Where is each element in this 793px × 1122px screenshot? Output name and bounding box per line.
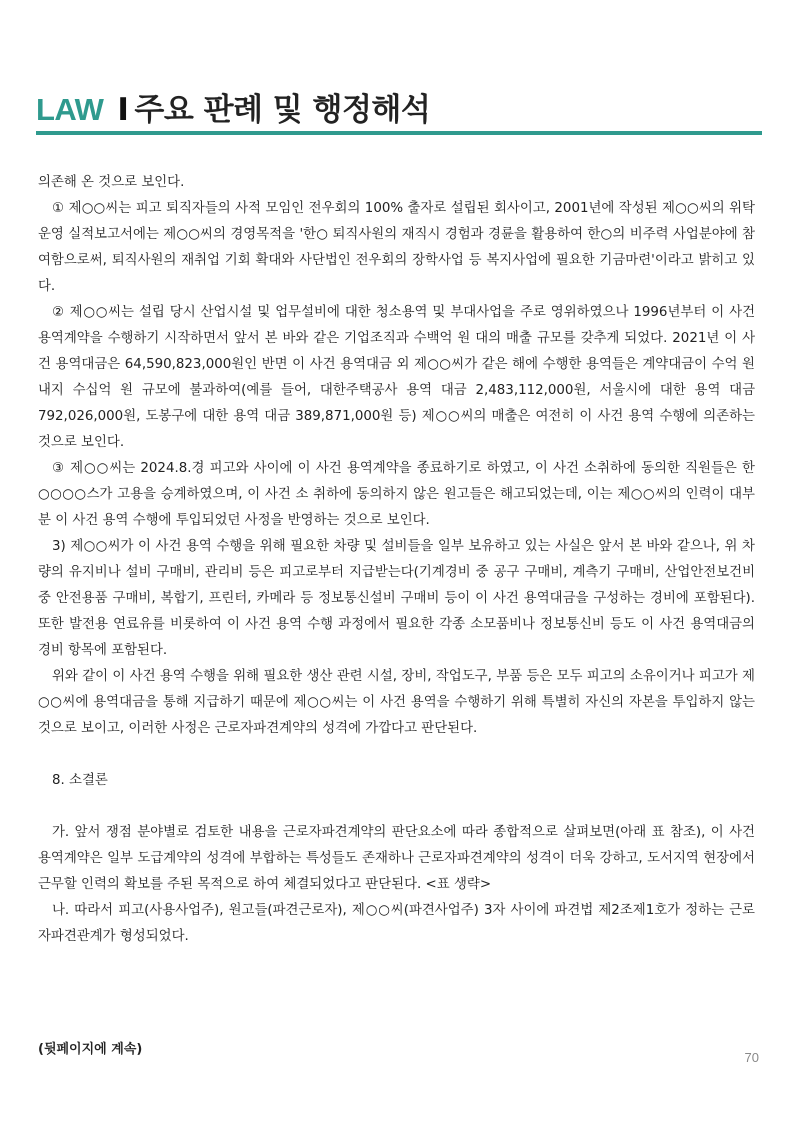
paragraph: ② 제○○씨는 설립 당시 산업시설 및 업무설비에 대한 청소용역 및 부대사업을 주로 영위하였으나 1996년부터 이 사건 용역계약을 수행하기 시작하면서 앞서 본 바와 같은 기업조직과 수백억 원 대의 매출 규모를 갖추게 되었다. 2021년 이 사건 용역대금은 64,590,823,000원인 반면 이 사건 용역대금 외 제○○씨가 같은 해에 수행한 용역들은 계약대금이 수억 원 내지 수십억 원 규모에 불과하여(예를 들어, 대한주택공사 용역 대금 2,483,112,000원, 서울시에 대한 용역 대금 792,026,000원, 도봉구에 대한 용역 대금 389,871,000원 등) 제○○씨의 매출은 여전히 이 사건 용역 수행에 의존하는 것으로 보인다. — [38, 305, 755, 450]
header-rule — [36, 131, 762, 135]
header-title — [36, 84, 430, 129]
section-heading: 8. 소결론 — [52, 773, 108, 788]
paragraph: ① 제○○씨는 피고 퇴직자들의 사적 모임인 전우회의 100% 출자로 설립된 회사이고, 2001년에 작성된 제○○씨의 위탁운영 실적보고서에는 제○○씨의 경영목적을 '한○ 퇴직사원의 재직시 경험과 경륜을 활용하여 한○의 비주력 사업분야에 참여함으로써, 퇴직사원의 재취업 기회 확대와 사단법인 전우회의 장학사업 등 복지사업에 필요한 기금마련'이라고 밝히고 있다. — [38, 201, 755, 294]
document-body — [38, 170, 755, 950]
paragraph: 위와 같이 이 사건 용역 수행을 위해 필요한 생산 관련 시설, 장비, 작업도구, 부품 등은 모두 피고의 소유이거나 피고가 제○○씨에 용역대금을 통해 지급하기 때문에 제○○씨는 이 사건 용역을 수행하기 위해 특별히 자신의 자본을 투입하지 않는 것으로 보이고, 이러한 사정은 근로자파견계약의 성격에 가깝다고 판단된다. — [38, 669, 755, 736]
page-number: 70 — [744, 1050, 759, 1065]
paragraph: 3) 제○○씨가 이 사건 용역 수행을 위해 필요한 차량 및 설비들을 일부 보유하고 있는 사실은 앞서 본 바와 같으나, 위 차량의 유지비나 설비 구매비, 관리비 등은 피고로부터 지급받는다(기계경비 중 공구 구매비, 계측기 구매비, 산업안전보건비 중 안전용품 구매비, 복합기, 프린터, 카메라 등 정보통신설비 구매비 등이 이 사건 용역대금을 구성하는 경비에 포함된다). 또한 발전용 연료유를 비롯하여 이 사건 용역 수행 과정에서 필요한 각종 소모품비나 정보통신비 등도 이 사건 용역대금의 경비 항목에 포함된다. — [38, 539, 755, 658]
paragraph: 나. 따라서 피고(사용사업주), 원고들(파견근로자), 제○○씨(파견사업주) 3자 사이에 파견법 제2조제1호가 정하는 근로자파견관계가 형성되었다. — [38, 903, 755, 944]
section-title: 주요 판례 및 행정해석 — [134, 92, 431, 128]
header-separator: I — [117, 92, 129, 128]
paragraph: 의존해 온 것으로 보인다. — [38, 175, 185, 190]
continue-note: (뒷페이지에 계속) — [38, 1042, 143, 1057]
paragraph: 가. 앞서 쟁점 분야별로 검토한 내용을 근로자파견계약의 판단요소에 따라 종합적으로 살펴보면(아래 표 참조), 이 사건 용역계약은 일부 도급계약의 성격에 부합하는 특성들도 존재하나 근로자파견계약의 성격이 더욱 강하고, 도서지역 현장에서 근무할 인력의 확보를 주된 목적으로 하여 체결되었다고 판단된다. <표 생략> — [38, 825, 755, 892]
brand-label: LAW — [36, 92, 104, 127]
paragraph: ③ 제○○씨는 2024.8.경 피고와 사이에 이 사건 용역계약을 종료하기로 하였고, 이 사건 소취하에 동의한 직원들은 한○○○○스가 고용을 승계하였으며, 이 사건 소 취하에 동의하지 않은 원고들은 해고되었는데, 이는 제○○씨의 인력이 대부분 이 사건 용역 수행에 투입되었던 사정을 반영하는 것으로 보인다. — [38, 461, 755, 528]
page-header — [36, 84, 762, 136]
